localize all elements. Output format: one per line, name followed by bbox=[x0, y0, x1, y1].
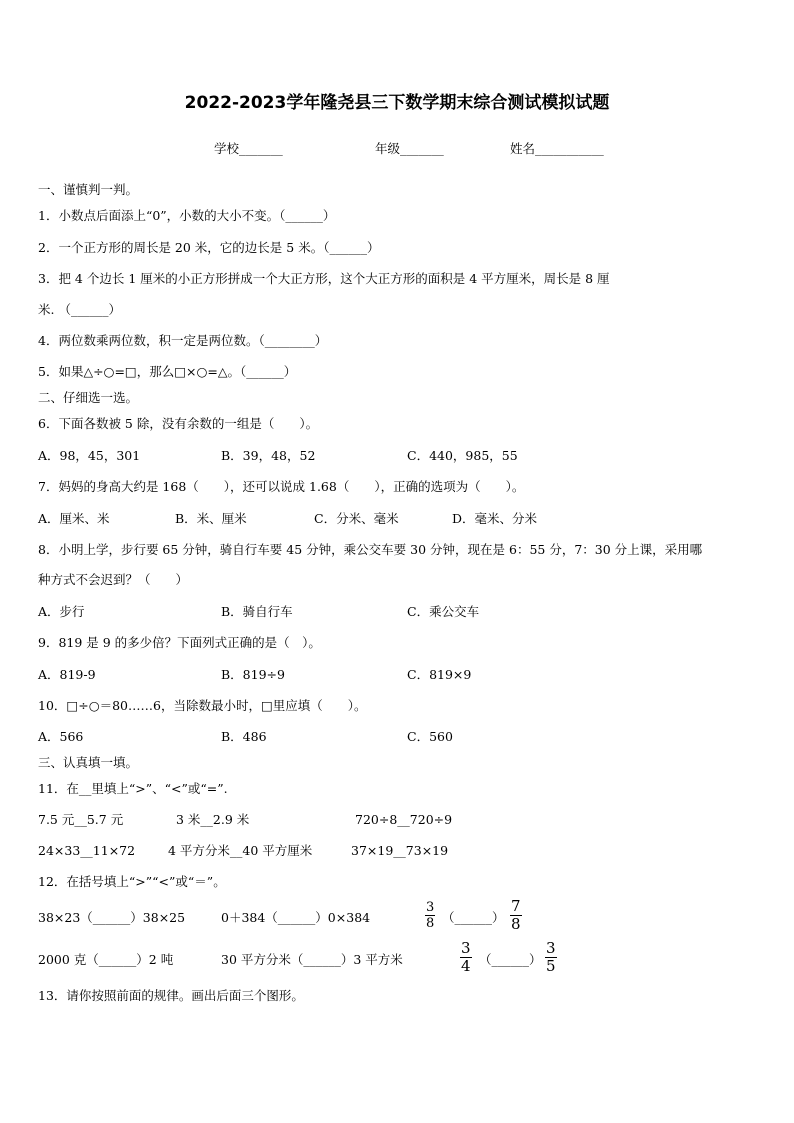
q11-item-2: 3 米__2.9 米 bbox=[176, 812, 250, 827]
q12-item-2: 0＋384（______）0×384 bbox=[221, 910, 371, 925]
section-heading-1: 一、谨慎判一判。 bbox=[38, 182, 139, 197]
question-3-line-2: 米. （______） bbox=[38, 302, 121, 317]
option-6a: A．98，45，301 bbox=[38, 448, 141, 463]
question-1: 1．小数点后面添上“0”，小数的大小不变。（______） bbox=[38, 208, 336, 223]
school-field: 学校_______ bbox=[214, 141, 283, 156]
page-title: 2022-2023学年隆尧县三下数学期末综合测试模拟试题 bbox=[184, 93, 610, 113]
option-7a: A．厘米、米 bbox=[38, 511, 110, 526]
q11-item-3: 720÷8__720÷9 bbox=[355, 812, 453, 827]
q11-item-1: 7.5 元__5.7 元 bbox=[38, 812, 124, 827]
question-5: 5．如果△÷○=□，那么□×○=△。（______） bbox=[38, 364, 297, 379]
q12-item-1: 38×23（______）38×25 bbox=[38, 910, 186, 925]
question-10: 10．□÷○＝80……6，当除数最小时，□里应填（ ）。 bbox=[38, 698, 367, 713]
option-7c: C．分米、毫米 bbox=[314, 511, 399, 526]
question-9: 9．819 是 9 的多少倍？下面列式正确的是（ ）。 bbox=[38, 635, 321, 650]
q12-item-3-blank: （______） bbox=[442, 910, 505, 925]
question-3-line-1: 3．把 4 个边长 1 厘米的小正方形拼成一个大正方形，这个大正方形的面积是 4 平方厘米，周长是 8 厘 bbox=[38, 271, 610, 286]
q11-item-5: 4 平方分米__40 平方厘米 bbox=[168, 843, 313, 858]
q12-item-5: 30 平方分米（______）3 平方米 bbox=[221, 952, 403, 967]
option-9c: C．819×9 bbox=[407, 667, 472, 682]
option-10c: C．560 bbox=[407, 729, 453, 744]
numerator: 7 bbox=[511, 897, 521, 915]
option-6b: B．39，48，52 bbox=[221, 448, 316, 463]
option-10b: B．486 bbox=[221, 729, 267, 744]
numerator: 3 bbox=[546, 939, 556, 957]
denominator: 5 bbox=[546, 957, 556, 975]
option-8c: C．乘公交车 bbox=[407, 604, 480, 619]
question-4: 4．两位数乘两位数，积一定是两位数。（________） bbox=[38, 333, 328, 348]
option-8a: A．步行 bbox=[38, 604, 85, 619]
option-9a: A．819-9 bbox=[38, 667, 96, 682]
grade-field: 年级_______ bbox=[375, 141, 444, 156]
question-6: 6．下面各数被 5 除，没有余数的一组是（ ）。 bbox=[38, 416, 319, 431]
question-11: 11．在__里填上“>”、“<”或“=”. bbox=[38, 781, 228, 796]
question-13: 13．请你按照前面的规律。画出后面三个图形。 bbox=[38, 988, 304, 1003]
q12-item-6-blank: （______） bbox=[479, 952, 542, 967]
question-2: 2．一个正方形的周长是 20 米，它的边长是 5 米。（______） bbox=[38, 240, 380, 255]
question-8-line-1: 8．小明上学，步行要 65 分钟，骑自行车要 45 分钟，乘公交车要 30 分钟，现在是 6：55 分，7：30 分上课，采用哪 bbox=[38, 542, 703, 557]
name-field: 姓名___________ bbox=[510, 141, 604, 156]
option-7d: D．毫米、分米 bbox=[452, 511, 538, 526]
fraction-3-8 bbox=[425, 900, 435, 931]
question-7: 7．妈妈的身高大约是 168（ ），还可以说成 1.68（ ），正确的选项为（ ）。 bbox=[38, 479, 525, 494]
question-12: 12．在括号填上“>”“<”或“＝”。 bbox=[38, 874, 226, 889]
q11-item-6: 37×19__73×19 bbox=[351, 843, 449, 858]
numerator: 3 bbox=[426, 900, 435, 915]
section-heading-2: 二、仔细选一选。 bbox=[38, 390, 139, 405]
numerator: 3 bbox=[461, 939, 471, 957]
fraction-3-4 bbox=[460, 940, 472, 975]
denominator: 8 bbox=[426, 916, 435, 931]
option-6c: C．440，985，55 bbox=[407, 448, 518, 463]
option-7b: B．米、厘米 bbox=[175, 511, 247, 526]
section-heading-3: 三、认真填一填。 bbox=[38, 755, 139, 770]
denominator: 8 bbox=[511, 915, 521, 933]
option-8b: B．骑自行车 bbox=[221, 604, 293, 619]
q11-item-4: 24×33__11×72 bbox=[38, 843, 136, 858]
fraction-3-5 bbox=[545, 940, 557, 975]
question-8-line-2: 种方式不会迟到？（ ） bbox=[38, 572, 189, 587]
option-9b: B．819÷9 bbox=[221, 667, 285, 682]
denominator: 4 bbox=[461, 957, 471, 975]
fraction-7-8 bbox=[510, 898, 522, 933]
q12-item-4: 2000 克（______）2 吨 bbox=[38, 952, 174, 967]
option-10a: A．566 bbox=[38, 729, 84, 744]
